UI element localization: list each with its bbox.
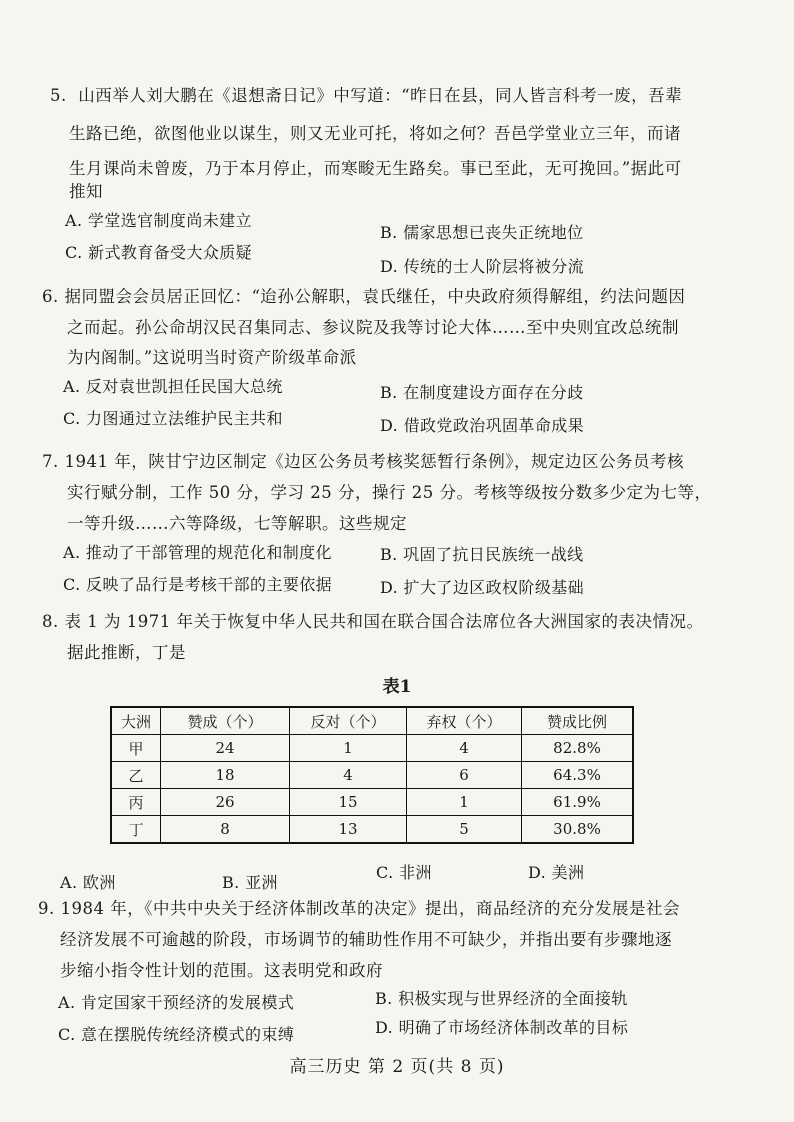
question-6-option-d[interactable]: D. 借政党政治巩固革命成果	[380, 416, 585, 435]
table-cell: 13	[290, 816, 407, 844]
table-cell: 18	[161, 762, 290, 789]
question-6-number: 6.	[42, 287, 59, 306]
table-cell: 8	[161, 816, 290, 844]
question-8-option-c[interactable]: C. 非洲	[376, 863, 432, 882]
table-cell: 乙	[111, 762, 161, 789]
header-approve: 赞成（个）	[161, 707, 290, 735]
question-5-option-c[interactable]: C. 新式教育备受大众质疑	[65, 243, 253, 262]
table-cell: 61.9%	[522, 789, 634, 816]
table-cell: 1	[407, 789, 522, 816]
question-9-option-a[interactable]: A. 肯定国家干预经济的发展模式	[58, 993, 295, 1012]
question-8-option-b[interactable]: B. 亚洲	[222, 873, 278, 892]
table-row	[111, 762, 633, 789]
question-5-number: 5.	[50, 86, 67, 105]
question-5-text: 山西举人刘大鹏在《退想斋日记》中写道：“昨日在县，同人皆言科考一废，吾辈	[78, 86, 683, 105]
table-cell: 丙	[111, 789, 161, 816]
table-cell: 82.8%	[522, 735, 634, 762]
question-7-option-b[interactable]: B. 巩固了抗日民族统一战线	[380, 545, 584, 564]
question-8-number: 8.	[42, 612, 59, 631]
vote-table	[110, 706, 634, 844]
header-continent: 大洲	[111, 707, 161, 735]
table-header-row	[111, 707, 633, 735]
question-5-option-a[interactable]: A. 学堂选官制度尚未建立	[65, 211, 252, 230]
question-6-option-a[interactable]: A. 反对袁世凯担任民国大总统	[63, 377, 283, 396]
table-cell: 26	[161, 789, 290, 816]
question-9-line-2: 经济发展不可逾越的阶段，市场调节的辅助性作用不可缺少，并指出要有步骤地逐	[60, 930, 672, 949]
question-8-text: 表 1 为 1971 年关于恢复中华人民共和国在联合国合法席位各大洲国家的表决情况。	[64, 612, 704, 631]
header-oppose: 反对（个）	[290, 707, 407, 735]
header-approve-ratio: 赞成比例	[522, 707, 634, 735]
question-9-text: 1984 年，《中共中央关于经济体制改革的决定》提出，商品经济的充分发展是社会	[60, 899, 680, 918]
question-7-option-c[interactable]: C. 反映了品行是考核干部的主要依据	[63, 575, 333, 594]
question-5-line-4: 推知	[69, 182, 103, 201]
question-6-line-1	[42, 283, 685, 307]
question-9-option-d[interactable]: D. 明确了市场经济体制改革的目标	[375, 1018, 629, 1037]
question-7-line-2: 实行赋分制，工作 50 分，学习 25 分，操行 25 分。考核等级按分数多少定为七等，	[67, 483, 712, 502]
question-8-line-2: 据此推断，丁是	[67, 643, 186, 662]
question-8-option-d[interactable]: D. 美洲	[528, 863, 585, 882]
table-cell: 1	[290, 735, 407, 762]
table-cell: 4	[407, 735, 522, 762]
question-7-option-a[interactable]: A. 推动了干部管理的规范化和制度化	[63, 543, 332, 562]
question-8-line-1	[42, 608, 703, 632]
question-5-option-d[interactable]: D. 传统的士人阶层将被分流	[380, 257, 585, 276]
question-7-number: 7.	[42, 452, 59, 471]
header-abstain: 弃权（个）	[407, 707, 522, 735]
table-cell: 64.3%	[522, 762, 634, 789]
table-row	[111, 735, 633, 762]
table-cell: 丁	[111, 816, 161, 844]
question-5-line-1	[50, 82, 682, 106]
question-8-option-a[interactable]: A. 欧洲	[60, 873, 116, 892]
question-6-option-c[interactable]: C. 力图通过立法维护民主共和	[63, 409, 283, 428]
question-9-option-b[interactable]: B. 积极实现与世界经济的全面接轨	[375, 989, 628, 1008]
question-7-line-3: 一等升级……六等降级，七等解职。这些规定	[67, 514, 407, 533]
table-cell: 15	[290, 789, 407, 816]
table-row	[111, 789, 633, 816]
question-6-option-b[interactable]: B. 在制度建设方面存在分歧	[380, 383, 584, 402]
question-7-text: 1941 年，陕甘宁边区制定《边区公务员考核奖惩暂行条例》，规定边区公务员考核	[64, 452, 684, 471]
table-cell: 24	[161, 735, 290, 762]
question-6-text: 据同盟会会员居正回忆：“迨孙公解职，袁氏继任，中央政府须得解组，约法问题因	[64, 287, 686, 306]
question-6-line-2: 之而起。孙公命胡汉民召集同志、参议院及我等讨论大体……至中央则宜改总统制	[67, 318, 679, 337]
table-caption: 表1	[382, 677, 412, 697]
question-9-line-3: 步缩小指令性计划的范围。这表明党和政府	[60, 961, 383, 980]
table-cell: 甲	[111, 735, 161, 762]
question-6-line-3: 为内阁制。”这说明当时资产阶级革命派	[67, 348, 357, 367]
table-cell: 6	[407, 762, 522, 789]
question-9-number: 9.	[38, 899, 55, 918]
table-cell: 4	[290, 762, 407, 789]
question-5-line-2: 生路已绝，欲图他业以谋生，则又无业可托，将如之何？吾邑学堂业立三年，而诸	[69, 124, 681, 143]
question-5-option-b[interactable]: B. 儒家思想已丧失正统地位	[380, 223, 584, 242]
table-cell: 30.8%	[522, 816, 634, 844]
question-7-option-d[interactable]: D. 扩大了边区政权阶级基础	[380, 578, 585, 597]
question-9-option-c[interactable]: C. 意在摆脱传统经济模式的束缚	[58, 1025, 295, 1044]
table-cell: 5	[407, 816, 522, 844]
table-row	[111, 816, 633, 844]
question-9-line-1	[38, 895, 680, 919]
question-5-line-3: 生月课尚未曾废，乃于本月停止，而寒畯无生路矣。事已至此，无可挽回。”据此可	[69, 159, 682, 178]
page-footer: 高三历史 第 2 页(共 8 页)	[289, 1057, 505, 1077]
question-7-line-1	[42, 448, 684, 472]
